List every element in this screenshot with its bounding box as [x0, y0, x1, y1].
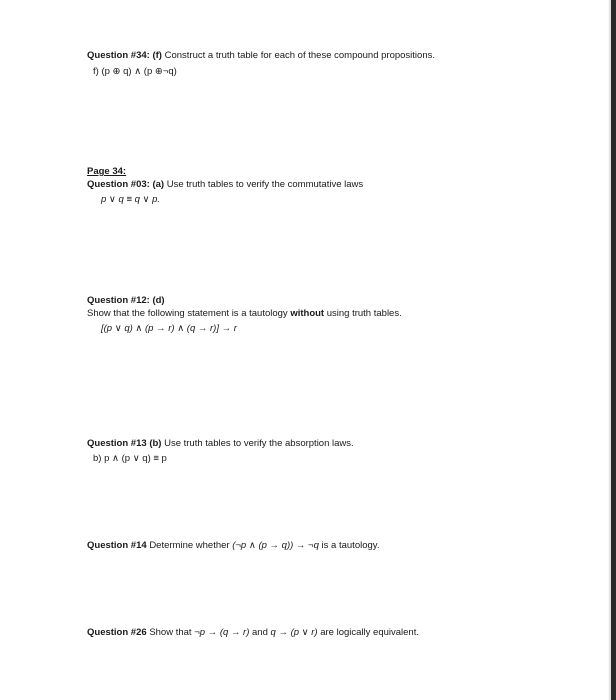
question-14 [87, 539, 379, 552]
page-edge [611, 0, 616, 700]
question-26-text-after: are logically equivalent. [320, 627, 419, 638]
question-03-text: Use truth tables to verify the commutative laws [166, 179, 364, 190]
question-13 [87, 437, 354, 465]
question-14-text-before: Determine whether [149, 540, 230, 551]
question-34-item: f) (p ⊕ q) ∧ (p ⊕¬q) [93, 66, 177, 77]
question-14-text-after: is a tautology. [321, 540, 380, 551]
question-14-formula: (¬p ∧ (p → q)) → ¬q [232, 540, 319, 551]
question-12-label: Question #12: (d) [87, 295, 165, 306]
question-26-text-mid: and [252, 627, 268, 638]
question-26 [87, 626, 419, 639]
question-13-item: b) p ∧ (p ∨ q) ≡ p [93, 453, 167, 464]
question-13-line [87, 437, 354, 450]
question-34-text: Construct a truth table for each of these compound propositions. [164, 50, 435, 61]
question-03-label: Question #03: [87, 179, 150, 190]
question-26-formula-2: q → (p ∨ r) [270, 627, 318, 638]
question-13-text: Use truth tables to verify the absorption laws. [164, 438, 354, 449]
question-03-part: (a) [152, 179, 165, 190]
question-34-label: Question #34: [87, 50, 150, 61]
question-12-line [87, 307, 402, 320]
question-26-text-before: Show that [149, 627, 192, 638]
question-03-line [87, 178, 363, 191]
question-12 [87, 294, 402, 335]
question-12-formula: [(p ∨ q) ∧ (p → r) ∧ (q → r)] → r [101, 323, 237, 334]
page-34-section [87, 165, 363, 206]
question-12-text-after: using truth tables. [326, 308, 402, 319]
question-13-label: Question #13 [87, 438, 147, 449]
question-13-part: (b) [149, 438, 162, 449]
question-12-text-bold: without [290, 308, 325, 319]
question-26-label: Question #26 [87, 627, 147, 638]
question-14-label: Question #14 [87, 540, 147, 551]
question-12-text-before: Show that the following statement is a tautology [87, 308, 288, 319]
question-34 [87, 49, 435, 78]
page-34-heading: Page 34: [87, 166, 127, 177]
question-26-formula-1: ¬p → (q → r) [194, 627, 250, 638]
question-03-formula: p ∨ q ≡ q ∨ p. [101, 194, 161, 205]
question-34-line [87, 49, 435, 62]
question-34-part: (f) [152, 50, 162, 61]
